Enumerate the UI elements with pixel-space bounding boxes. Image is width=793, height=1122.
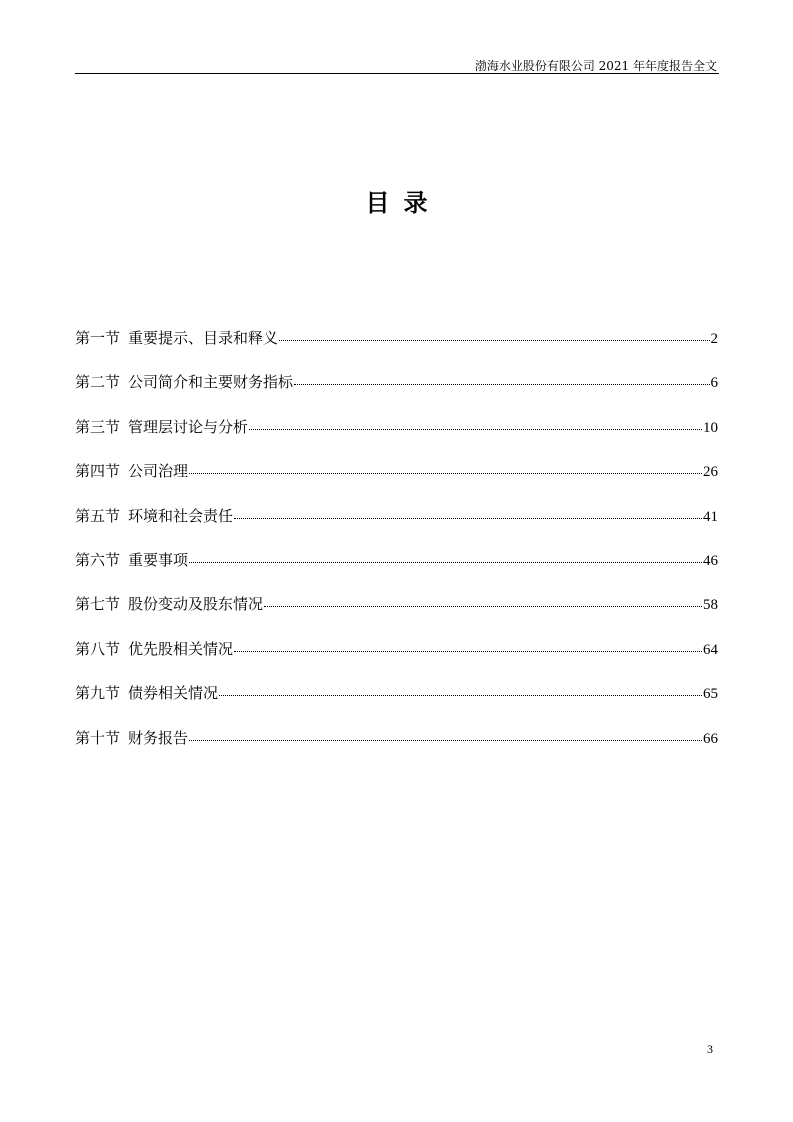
toc-section-number: 第三节 [75,417,121,436]
toc-section-number: 第十节 [75,728,121,747]
toc-leader-dots [234,651,702,652]
toc-leader-dots [249,429,702,430]
toc-page-number: 10 [703,419,718,436]
toc-leader-dots [294,384,709,385]
toc-section-number: 第四节 [75,462,121,481]
toc-entry[interactable] [75,370,718,414]
toc-page-number: 58 [703,597,718,614]
header-text: 渤海水业股份有限公司 2021 年年度报告全文 [474,59,717,73]
toc-entry[interactable] [75,637,718,681]
toc-section-title: 重要事项 [128,550,189,569]
toc-section-title: 财务报告 [128,728,189,747]
toc-section-number: 第一节 [75,329,121,347]
toc-page-number: 6 [710,375,718,392]
toc-section-number: 第九节 [75,684,121,703]
toc-page-number: 26 [703,464,718,481]
toc-leader-dots [279,340,709,341]
toc-section-number: 第八节 [75,639,121,658]
toc-page-number: 46 [703,552,718,569]
toc-section-title: 管理层讨论与分析 [128,417,249,436]
toc-entry[interactable] [75,548,718,592]
page-title: 目录 [365,188,442,217]
toc-leader-dots [234,518,702,519]
toc-entry[interactable] [75,726,718,770]
toc-leader-dots [264,606,702,607]
toc-entry[interactable] [75,415,718,459]
toc-entry[interactable] [75,504,718,548]
footer-page-number: 3 [707,1042,713,1056]
toc-section-title: 公司简介和主要财务指标 [128,373,294,392]
toc-page-number: 2 [710,331,718,347]
toc-section-number: 第六节 [75,550,121,569]
toc-page-number: 64 [703,641,718,658]
toc-leader-dots [189,740,702,741]
toc-page-number: 41 [703,508,718,525]
page-header [75,54,719,74]
toc-page-number: 65 [703,686,718,703]
toc-leader-dots [219,695,702,696]
toc-page-number: 66 [703,730,718,747]
table-of-contents [75,326,718,770]
toc-entry[interactable] [75,681,718,725]
toc-section-title: 债券相关情况 [128,684,219,703]
toc-leader-dots [189,473,702,474]
toc-entry[interactable] [75,459,718,503]
toc-section-number: 第五节 [75,506,121,525]
toc-section-title: 股份变动及股东情况 [128,595,264,614]
toc-section-title: 重要提示、目录和释义 [128,329,279,347]
toc-leader-dots [189,562,702,563]
toc-section-title: 公司治理 [128,462,189,481]
toc-section-number: 第七节 [75,595,121,614]
toc-section-number: 第二节 [75,373,121,392]
toc-entry[interactable] [75,592,718,636]
toc-entry[interactable] [75,326,718,370]
toc-section-title: 优先股相关情况 [128,639,234,658]
toc-section-title: 环境和社会责任 [128,506,234,525]
